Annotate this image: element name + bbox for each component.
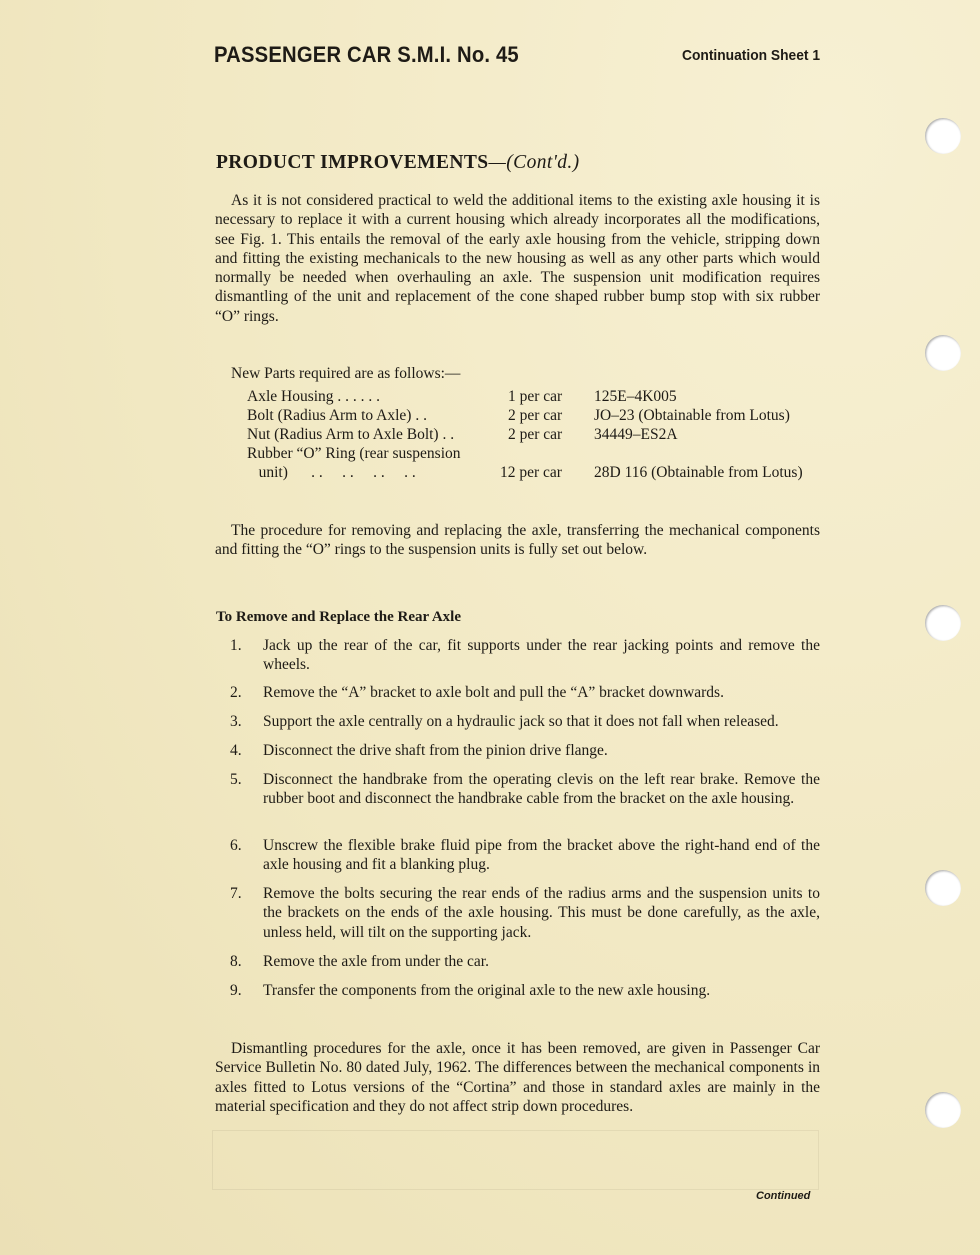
punch-hole	[925, 605, 961, 641]
part-qty: 2 per car	[508, 407, 563, 424]
punch-hole	[925, 335, 961, 371]
sheet-label: Continuation Sheet 1	[682, 47, 820, 64]
continued-label: Continued	[756, 1190, 811, 1202]
part-number: 125E–4K005	[594, 388, 677, 405]
step-text: Unscrew the flexible brake fluid pipe from the bracket above the right-hand end of the axle housing and fit a blanking plug.	[263, 837, 820, 874]
part-number: 34449–ES2A	[594, 426, 678, 443]
punch-hole	[925, 118, 961, 154]
step-number: 2.	[230, 684, 242, 701]
step-number: 4.	[230, 742, 242, 759]
step-number: 7.	[230, 885, 242, 902]
punch-hole	[925, 1092, 961, 1128]
step-number: 1.	[230, 637, 242, 654]
step-number: 5.	[230, 771, 242, 788]
step-number: 9.	[230, 982, 242, 999]
part-qty: 2 per car	[508, 426, 563, 443]
part-number: 28D 116 (Obtainable from Lotus)	[594, 464, 803, 481]
step-text: Disconnect the drive shaft from the pinion drive flange.	[263, 742, 608, 759]
dismantling-paragraph: Dismantling procedures for the axle, once it has been removed, are given in Passenger Car Service Bulletin No. 80 dated July, 1962. The differences between the mechanical components in axles fitted to Lotus versions of the “Cortina” and those in standard axles are mainly in the material specification and they do not affect strip down procedures.	[215, 1040, 820, 1115]
step-text: Remove the axle from under the car.	[263, 953, 489, 970]
step-text: Transfer the components from the original axle to the new axle housing.	[263, 982, 711, 999]
step-text: Support the axle centrally on a hydraulic jack so that it does not fall when released.	[263, 713, 779, 730]
part-name: unit) . . . . . . . .	[247, 464, 416, 481]
part-qty: 12 per car	[500, 464, 562, 481]
step-number: 3.	[230, 713, 242, 730]
step-text: Jack up the rear of the car, fit supports under the rear jacking points and remove the wheels.	[263, 637, 820, 674]
procedure-paragraph: The procedure for removing and replacing the axle, transferring the mechanical components and fitting the “O” rings to the suspension units is fully set out below.	[215, 522, 820, 559]
part-qty: 1 per car	[508, 388, 563, 405]
section-title	[216, 152, 580, 174]
section-title-suffix: —(Cont'd.)	[488, 152, 580, 173]
document-title: PASSENGER CAR S.M.I. No. 45	[214, 42, 519, 67]
punch-hole	[925, 870, 961, 906]
step-text: Disconnect the handbrake from the operating clevis on the left rear brake. Remove the rubber boot and disconnect the handbrake cable from the bracket on the axle housing.	[263, 771, 820, 808]
part-name: Axle Housing . . . . . .	[247, 388, 381, 405]
part-number: JO–23 (Obtainable from Lotus)	[594, 407, 790, 424]
step-number: 6.	[230, 837, 242, 854]
part-name: Rubber “O” Ring (rear suspension	[247, 445, 461, 462]
section-title-main: PRODUCT IMPROVEMENTS	[216, 152, 489, 173]
remove-section-heading: To Remove and Replace the Rear Axle	[216, 609, 461, 625]
intro-paragraph: As it is not considered practical to weld the additional items to the existing axle housing it is necessary to replace it with a current housing which already incorporates all the modifications, see Fig. 1. This entails the removal of the early axle housing from the vehicle, stripping down and fitting the existing mechanicals to the new housing as well as any other parts which would normally be needed when overhauling an axle. The suspension unit modification requires dismantling of the unit and replacement of the cone shaped rubber bump stop with six rubber “O” rings.	[215, 192, 820, 325]
step-text: Remove the “A” bracket to axle bolt and pull the “A” bracket downwards.	[263, 684, 724, 701]
step-number: 8.	[230, 953, 242, 970]
step-text: Remove the bolts securing the rear ends of the radius arms and the suspension units to the brackets on the ends of the axle housing. This must be done carefully, as the axle, unless held, will tilt on the supporting jack.	[263, 885, 820, 941]
part-name: Nut (Radius Arm to Axle Bolt) . .	[247, 426, 455, 443]
parts-intro: New Parts required are as follows:—	[231, 365, 461, 382]
part-name: Bolt (Radius Arm to Axle) . .	[247, 407, 427, 424]
show-through-table	[212, 1130, 819, 1190]
